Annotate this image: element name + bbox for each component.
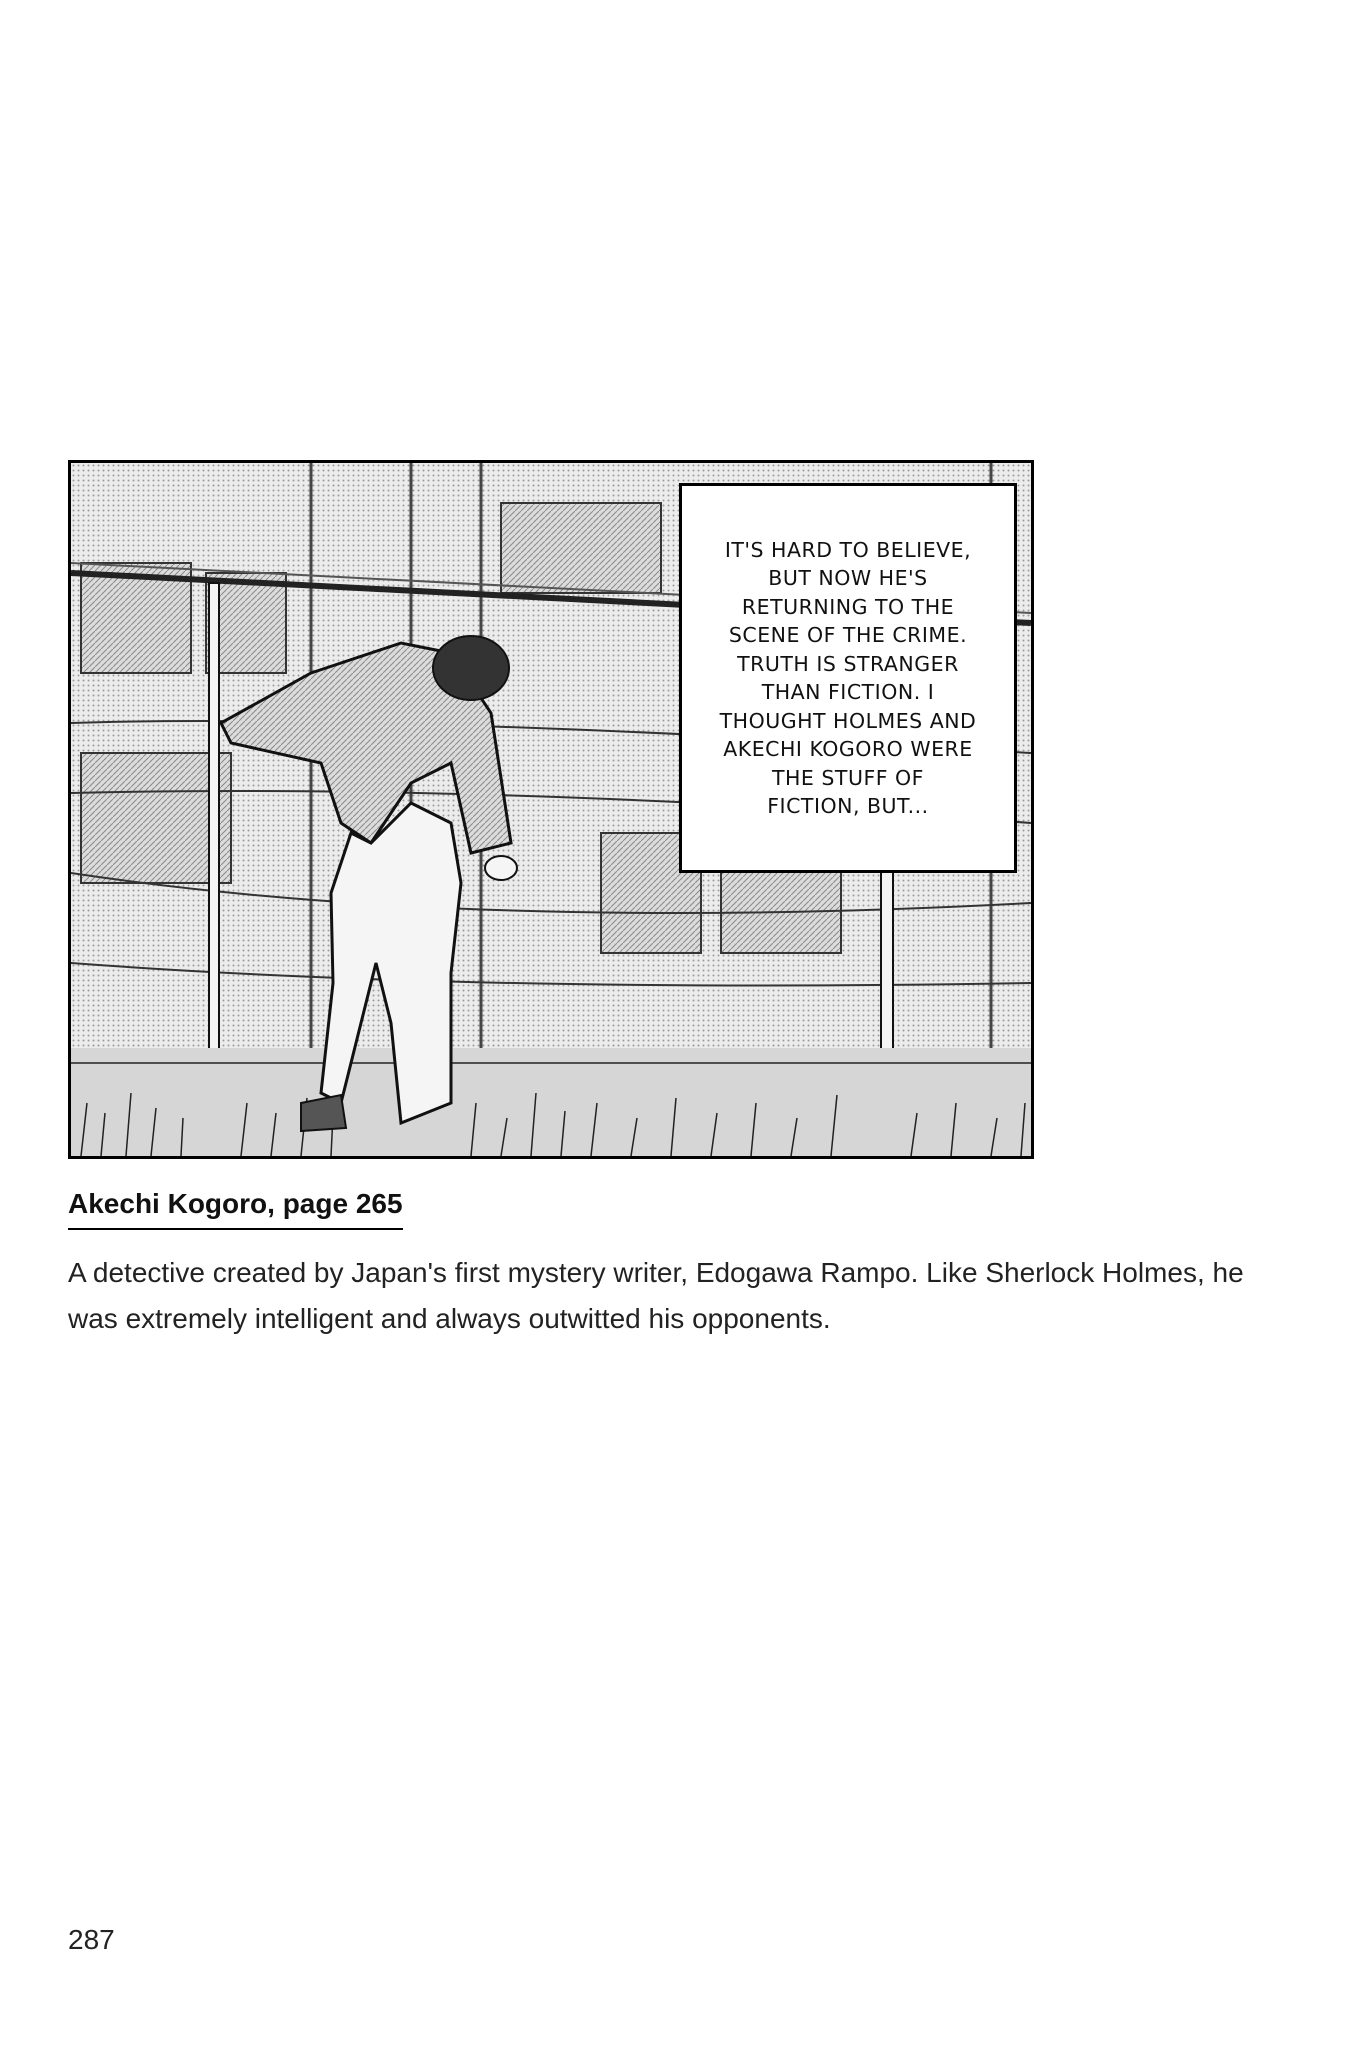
translation-note-title: Akechi Kogoro, page 265 [68, 1188, 403, 1230]
page-number: 287 [68, 1924, 115, 1955]
caption-line: BUT NOW HE'S [768, 566, 928, 590]
caption-line: FICTION, BUT... [767, 794, 929, 818]
caption-line: THAN FICTION. I [761, 680, 935, 704]
caption-line: AKECHI KOGORO WERE [723, 737, 973, 761]
translation-note-body: A detective created by Japan's first mystery writer, Edogawa Rampo. Like Sherlock Holmes, he was extremely intelligent and always outwitted his opponents. [68, 1257, 1244, 1334]
caption-line: THE STUFF OF [772, 765, 924, 790]
narration-caption-box [679, 483, 1017, 873]
caption-line: RETURNING TO THE [741, 594, 955, 619]
caption-line: THOUGHT HOLMES AND [719, 708, 977, 733]
narration-caption-text [720, 536, 977, 821]
caption-line: TRUTH IS STRANGER [737, 651, 959, 676]
caption-line: IT'S HARD TO BELIEVE, [724, 537, 972, 562]
manga-panel [68, 460, 1034, 1159]
caption-line: SCENE OF THE CRIME. [728, 623, 968, 647]
